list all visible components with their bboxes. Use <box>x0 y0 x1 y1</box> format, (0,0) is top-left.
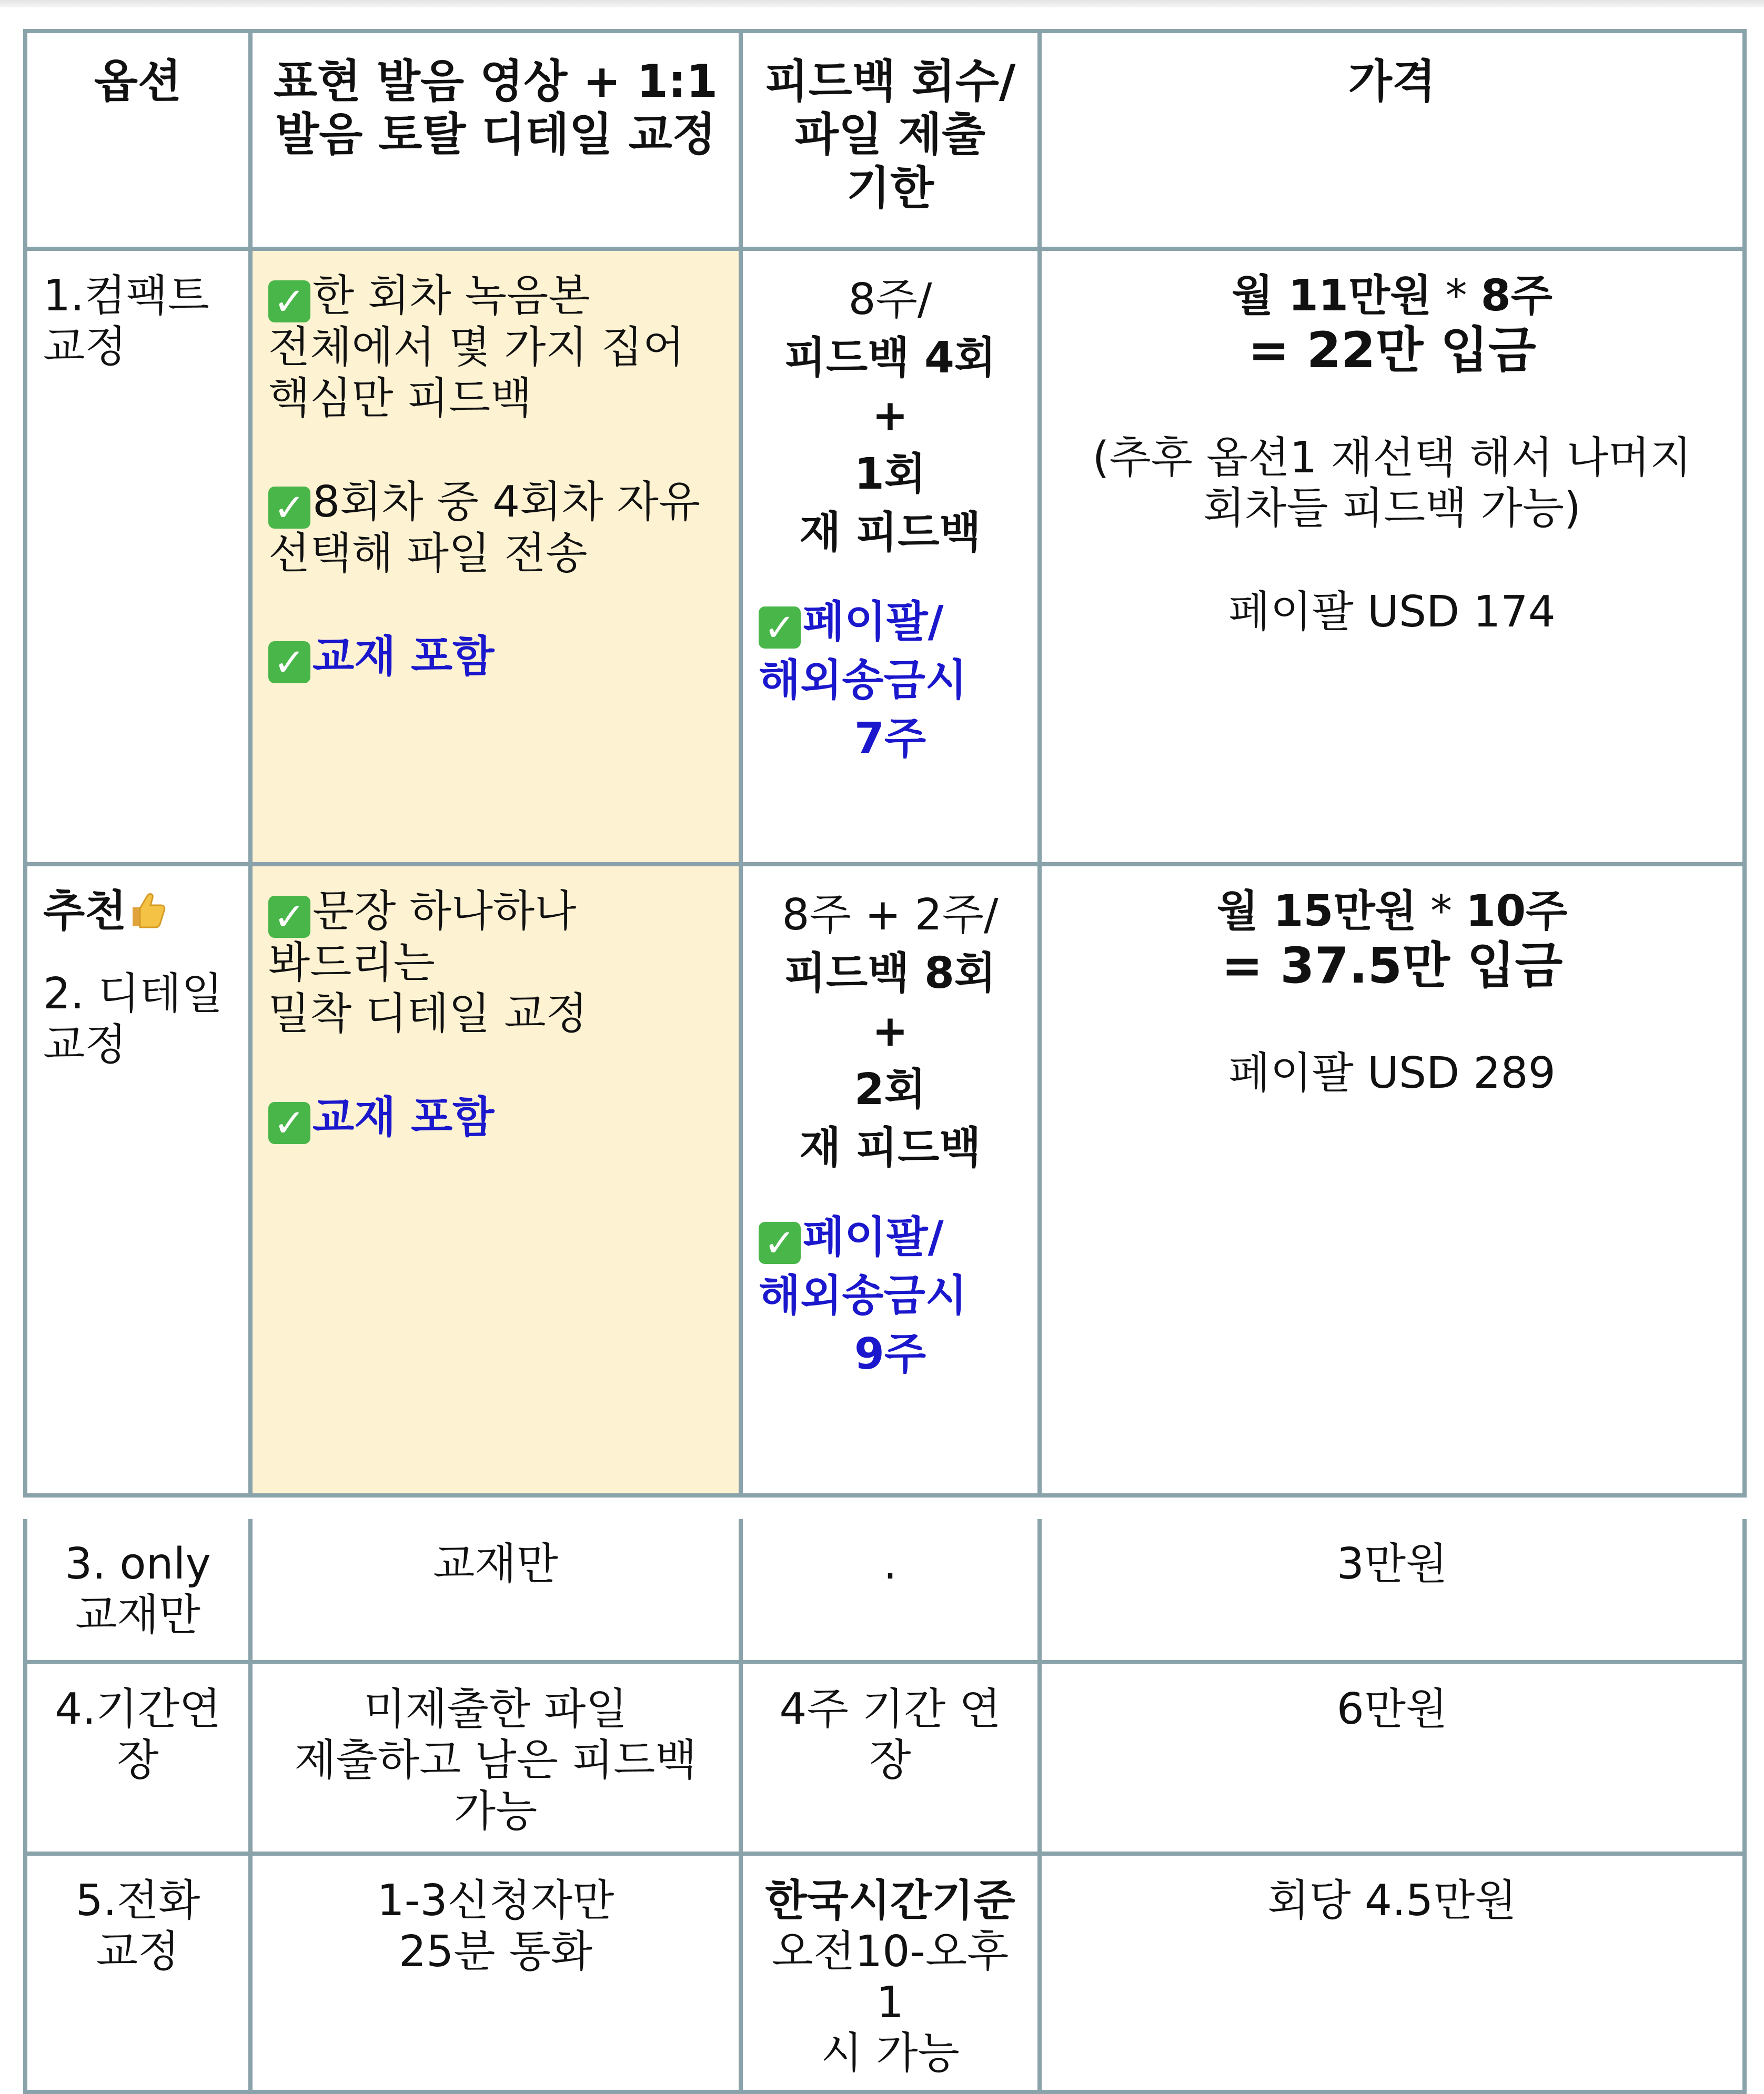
price-cell: 회당 4.5만원 <box>1040 1854 1745 2092</box>
feedback-cell: 4주 기간 연장 <box>741 1662 1040 1854</box>
check-mark-button-icon: ✓ <box>268 280 310 322</box>
table-row-option-5 <box>25 1854 1745 2092</box>
pricing-table <box>23 29 1747 1498</box>
price-cell: 6만원 <box>1040 1662 1745 1854</box>
check-mark-button-icon: ✓ <box>268 487 310 529</box>
check-mark-button-icon: ✓ <box>759 606 801 649</box>
addon-table <box>23 1519 1747 2094</box>
option-name-cell: 5.전화 교정 <box>25 1854 250 2092</box>
header-price: 가격 <box>1040 31 1745 249</box>
thumbs-up-icon <box>126 888 168 931</box>
header-feedback: 피드백 회수/ 파일 제출 기한 <box>741 31 1040 249</box>
price-cell: 3만원 <box>1040 1519 1745 1662</box>
table-row-option-4 <box>25 1662 1745 1854</box>
description-cell: 1-3신청자만 25분 통화 <box>250 1854 741 2092</box>
header-option: 옵션 <box>25 31 250 249</box>
header-description: 표현 발음 영상 + 1:1 발음 토탈 디테일 교정 <box>250 31 741 249</box>
feedback-cell: 한국시간기준 오전10-오후1 시 가능 <box>741 1854 1040 2092</box>
option-name-cell: 1.컴팩트 교정 <box>25 249 250 864</box>
feedback-cell: 8주 + 2주/ 피드백 8회 + 2회 재 피드백 ✓ 페이팔/ 해외송금시 9주 <box>741 864 1040 1495</box>
description-cell: ✓ 한 회차 녹음본 전체에서 몇 가지 집어 핵심만 피드백 ✓ 8회차 중 4회차 자유 선택해 파일 전송 ✓ 교재 포함 <box>250 249 741 864</box>
top-status-bar <box>0 0 1764 7</box>
check-mark-button-icon: ✓ <box>268 1102 310 1144</box>
table-row-option-1 <box>25 249 1745 864</box>
description-cell: 미제출한 파일 제출하고 남은 피드백 가능 <box>250 1662 741 1854</box>
option-name-cell: 추천 2. 디테일 교정 <box>25 864 250 1495</box>
price-cell: 월 11만원 * 8주 = 22만 입금 (추후 옵션1 재선택 해서 나머지 회차들 피드백 가능) 페이팔 USD 174 <box>1040 249 1745 864</box>
table-row-option-3 <box>25 1519 1745 1662</box>
option-name-cell: 3. only 교재만 <box>25 1519 250 1662</box>
table-header-row <box>25 31 1745 249</box>
option-name-cell: 4.기간연 장 <box>25 1662 250 1854</box>
check-mark-button-icon: ✓ <box>268 641 310 683</box>
check-mark-button-icon: ✓ <box>268 896 310 938</box>
price-cell: 월 15만원 * 10주 = 37.5만 입금 페이팔 USD 289 <box>1040 864 1745 1495</box>
feedback-cell: . <box>741 1519 1040 1662</box>
table-row-option-2 <box>25 864 1745 1495</box>
feedback-cell: 8주/ 피드백 4회 + 1회 재 피드백 ✓ 페이팔/ 해외송금시 7주 <box>741 249 1040 864</box>
description-cell: 교재만 <box>250 1519 741 1662</box>
check-mark-button-icon: ✓ <box>759 1222 801 1264</box>
description-cell: ✓ 문장 하나하나 봐드리는 밀착 디테일 교정 ✓ 교재 포함 <box>250 864 741 1495</box>
